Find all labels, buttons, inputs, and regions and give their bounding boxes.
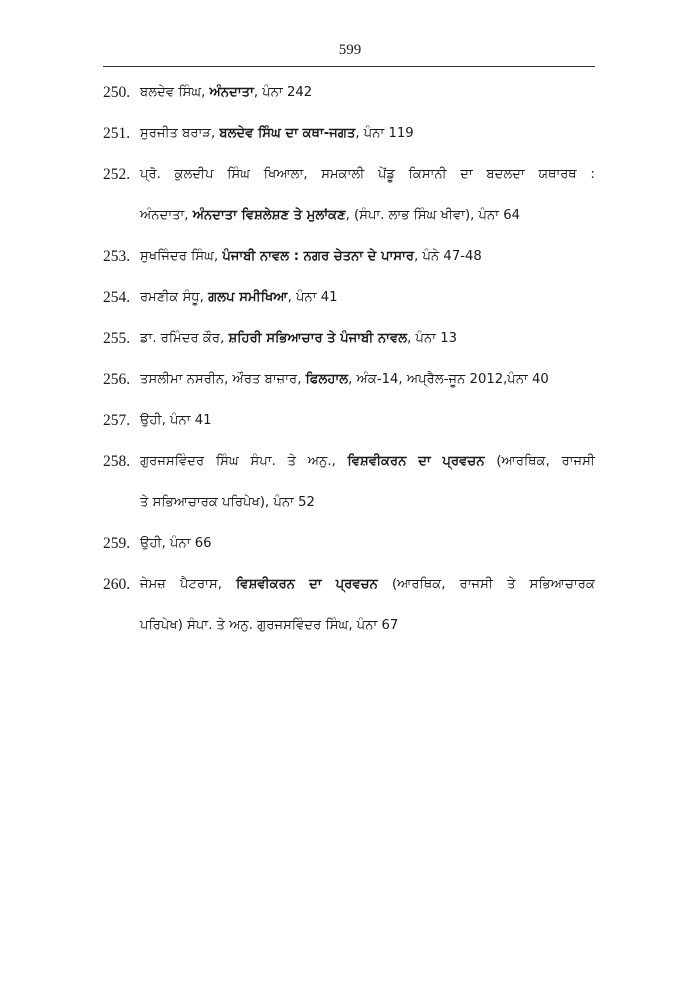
page-number: 599: [338, 42, 362, 58]
endnote-number: 254.: [103, 289, 131, 306]
word: ਪੈਟਰਾਸ,: [180, 577, 222, 592]
word: ਪ੍ਰੋ.: [140, 167, 161, 182]
endnote-line: [140, 113, 595, 154]
word: ਅਨੁ.,: [307, 454, 336, 469]
endnote-number: 253.: [103, 248, 131, 265]
endnote-text: [140, 318, 595, 359]
word: ਯਥਾਰਥ: [538, 167, 577, 182]
word: (ਆਰਥਿਕ,: [496, 454, 550, 469]
citation-text: ਪਰਿਪੇਖ) ਸੰਪਾ. ਤੇ ਅਨੁ. ਗੁਰਜਸਵਿੰਦਰ ਸਿੰਘ, ਪੰਨਾ 67: [140, 618, 399, 633]
citation-text: , ਅੰਕ-14, ਅਪ੍ਰੈਲ-ਜੂਨ 2012,ਪੰਨਾ 40: [348, 372, 549, 387]
word: ਕੁਲਦੀਪ: [174, 167, 214, 182]
endnote-line: [140, 72, 595, 113]
word: ਗੁਰਜਸਵਿੰਦਰ: [140, 454, 205, 469]
word: ਬਦਲਦਾ: [486, 167, 525, 182]
endnote-line: [140, 154, 595, 195]
citation-text: , (ਸੰਪਾ. ਲਾਭ ਸਿੰਘ ਖੀਵਾ), ਪੰਨਾ 64: [345, 208, 521, 223]
endnote: [103, 359, 595, 400]
endnote-number: 257.: [103, 412, 131, 429]
title-word: ਪ੍ਰਵਚਨ: [335, 577, 378, 592]
endnote-line: [140, 400, 595, 441]
word: ਦਾ: [460, 167, 473, 182]
word: ਰਾਜਸੀ: [561, 454, 595, 469]
endnote-line: [140, 564, 595, 605]
work-title: ਫਿਲਹਾਲ: [305, 372, 349, 387]
work-title: ਅੰਨਦਾਤਾ ਵਿਸ਼ਲੇਸ਼ਣ ਤੇ ਮੁਲਾਂਕਣ: [192, 208, 346, 223]
endnote-text: [140, 113, 595, 154]
endnote: [103, 113, 595, 154]
endnote-line: [140, 523, 595, 564]
citation-text: ਸੁਰਜੀਤ ਬਰਾੜ,: [140, 126, 220, 141]
endnote-line: [140, 605, 595, 646]
endnote-text: [140, 277, 595, 318]
word: ਸਭਿਆਚਾਰਕ: [529, 577, 595, 592]
citation-text: , ਪੰਨਾ 13: [407, 331, 458, 346]
citation-text: , ਪੰਨਾ 242: [253, 85, 313, 100]
word: ਸਿੰਘ: [227, 167, 251, 182]
citation-text: ਤੇ ਸਭਿਆਚਾਰਕ ਪਰਿਪੇਖ), ਪੰਨਾ 52: [140, 495, 315, 510]
endnote: [103, 236, 595, 277]
citation-text: ਤਸਲੀਮਾ ਨਸਰੀਨ, ਔਰਤ ਬਾਜ਼ਾਰ,: [140, 372, 306, 387]
endnote: [103, 72, 595, 113]
endnote-line: [140, 318, 595, 359]
word: :: [590, 167, 595, 182]
word: ਜੇਮਜ਼: [140, 577, 166, 592]
endnote-line: [140, 441, 595, 482]
endnote-number: 259.: [103, 535, 131, 552]
endnote-number: 251.: [103, 125, 131, 142]
word: ਸਿੰਘ: [215, 454, 239, 469]
endnote-text: [140, 359, 595, 400]
work-title: ਅੰਨਦਾਤਾ: [209, 85, 254, 100]
title-word: ਵਿਸ਼ਵੀਕਰਨ: [236, 577, 295, 592]
citation-text: , ਪੰਨੇ 47-48: [414, 249, 482, 264]
word: ਸੰਪਾ.: [250, 454, 276, 469]
endnote-text: [140, 564, 595, 646]
citation-text: , ਪੰਨਾ 119: [355, 126, 414, 141]
endnote: [103, 564, 595, 646]
citation-text: ਉਹੀ, ਪੰਨਾ 41: [140, 413, 212, 428]
endnote-number: 260.: [103, 576, 131, 593]
citation-text: ਰਮਣੀਕ ਸੰਧੂ,: [140, 290, 209, 305]
word: ਖਿਆਲਾ,: [263, 167, 308, 182]
endnote-text: [140, 523, 595, 564]
endnote-number: 255.: [103, 330, 131, 347]
endnote-text: [140, 236, 595, 277]
citation-text: ਅੰਨਦਾਤਾ,: [140, 208, 193, 223]
endnote-text: [140, 400, 595, 441]
header-rule: [103, 66, 595, 67]
word: ਸਮਕਾਲੀ: [321, 167, 365, 182]
work-title: ਬਲਦੇਵ ਸਿੰਘ ਦਾ ਕਥਾ-ਜਗਤ: [219, 126, 356, 141]
endnote-line: [140, 277, 595, 318]
endnote-line: [140, 195, 595, 236]
citation-text: ਡਾ. ਰਮਿੰਦਰ ਕੌਰ,: [140, 331, 229, 346]
endnote: [103, 154, 595, 236]
citation-text: ਬਲਦੇਵ ਸਿੰਘ,: [140, 85, 210, 100]
endnote-text: [140, 72, 595, 113]
word: ਤੇ: [507, 577, 516, 592]
endnote-number: 252.: [103, 166, 131, 183]
endnote-text: [140, 154, 595, 236]
citation-text: ਉਹੀ, ਪੰਨਾ 66: [140, 536, 212, 551]
word: ਕਿਸਾਨੀ: [408, 167, 447, 182]
endnote-number: 250.: [103, 84, 131, 101]
title-word: ਦਾ: [309, 577, 322, 592]
work-title: ਪੰਜਾਬੀ ਨਾਵਲ : ਨਗਰ ਚੇਤਨਾ ਦੇ ਪਾਸਾਰ: [222, 249, 415, 264]
work-title: ਸ਼ਹਿਰੀ ਸਭਿਆਚਾਰ ਤੇ ਪੰਜਾਬੀ ਨਾਵਲ: [228, 331, 408, 346]
endnotes-list: [103, 72, 595, 646]
title-word: ਪ੍ਰਵਚਨ: [442, 454, 485, 469]
endnote-number: 256.: [103, 371, 131, 388]
citation-text: , ਪੰਨਾ 41: [287, 290, 338, 305]
endnote-line: [140, 236, 595, 277]
endnote: [103, 400, 595, 441]
endnote: [103, 277, 595, 318]
endnote: [103, 318, 595, 359]
word: ਰਾਜਸੀ: [459, 577, 493, 592]
endnote-text: [140, 441, 595, 523]
title-word: ਦਾ: [418, 454, 431, 469]
word: ਤੇ: [287, 454, 297, 469]
endnote: [103, 441, 595, 523]
endnote-line: [140, 482, 595, 523]
endnote-line: [140, 359, 595, 400]
endnote: [103, 523, 595, 564]
citation-text: ਸੁਖਜਿੰਦਰ ਸਿੰਘ,: [140, 249, 223, 264]
work-title: ਗਲਪ ਸਮੀਖਿਆ: [208, 290, 288, 305]
endnote-number: 258.: [103, 453, 131, 470]
word: ਪੇਂਡੂ: [377, 167, 396, 182]
word: (ਆਰਥਿਕ,: [392, 577, 446, 592]
title-word: ਵਿਸ਼ਵੀਕਰਨ: [347, 454, 407, 469]
